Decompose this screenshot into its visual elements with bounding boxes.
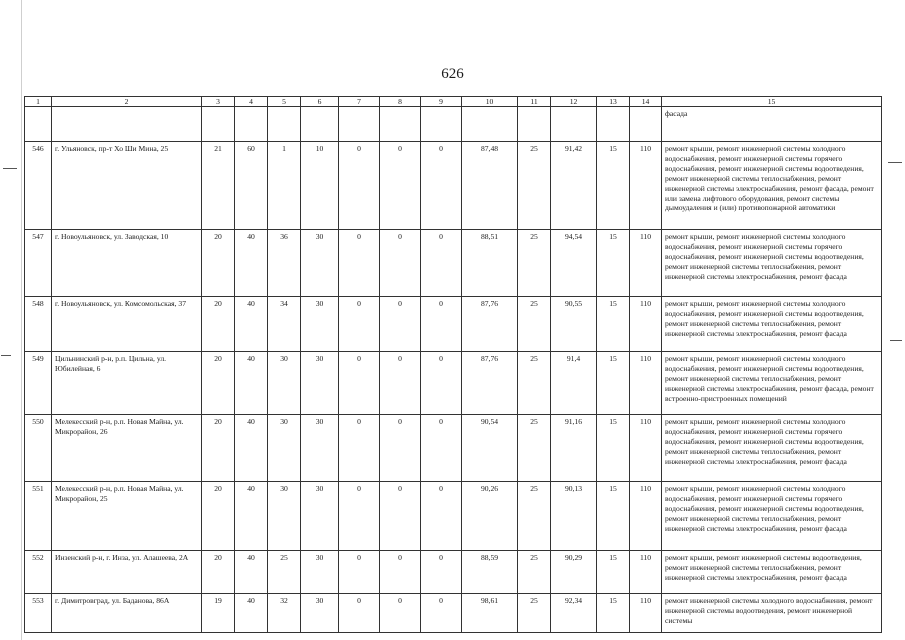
value-cell: 21 xyxy=(202,142,235,230)
value-cell: 0 xyxy=(339,230,380,297)
value-cell: 0 xyxy=(339,352,380,415)
address-cell: Мелекесский р-н, р.п. Новая Майна, ул. Микрорайон, 25 xyxy=(52,482,202,551)
value-cell: 0 xyxy=(339,415,380,482)
table-row xyxy=(25,594,882,633)
value-cell: 30 xyxy=(301,594,339,633)
value-cell: 0 xyxy=(339,297,380,352)
value-cell: 25 xyxy=(518,297,551,352)
value-cell: 0 xyxy=(380,352,421,415)
value-cell: 91,42 xyxy=(551,142,597,230)
address-cell: г. Ульяновск, пр-т Хо Ши Мина, 25 xyxy=(52,142,202,230)
value-cell: 40 xyxy=(235,415,268,482)
scan-mark-left xyxy=(3,168,17,169)
works-cell: ремонт крыши, ремонт инженерной системы холодного водоснабжения, ремонт инженерной системы горячего водоснабжения, ремонт инженерной системы водоотведения, ремонт инженерной системы теплоснабжения, ремонт инженерной системы электроснабжения, ремонт фасада xyxy=(662,482,882,551)
value-cell: 91,4 xyxy=(551,352,597,415)
value-cell: 0 xyxy=(380,482,421,551)
value-cell: 1 xyxy=(268,142,301,230)
table-row xyxy=(25,551,882,594)
table-row xyxy=(25,230,882,297)
value-cell: 20 xyxy=(202,551,235,594)
value-cell: 0 xyxy=(380,230,421,297)
value-cell: 90,29 xyxy=(551,551,597,594)
value-cell: 30 xyxy=(268,415,301,482)
value-cell: 0 xyxy=(380,142,421,230)
column-number: 14 xyxy=(630,97,662,107)
row-number-cell: 551 xyxy=(25,482,52,551)
value-cell: 90,55 xyxy=(551,297,597,352)
value-cell: 36 xyxy=(268,230,301,297)
value-cell: 19 xyxy=(202,594,235,633)
value-cell: 0 xyxy=(421,297,462,352)
value-cell: 40 xyxy=(235,482,268,551)
value-cell: 15 xyxy=(597,594,630,633)
value-cell: 20 xyxy=(202,415,235,482)
value-cell: 110 xyxy=(630,297,662,352)
page-number: 626 xyxy=(441,66,464,82)
column-number: 8 xyxy=(380,97,421,107)
works-cell: фасада xyxy=(662,107,882,142)
address-cell: г. Новоульяновск, ул. Комсомольская, 37 xyxy=(52,297,202,352)
value-cell: 30 xyxy=(301,230,339,297)
value-cell: 0 xyxy=(421,352,462,415)
column-number: 4 xyxy=(235,97,268,107)
value-cell: 10 xyxy=(301,142,339,230)
value-cell: 0 xyxy=(339,551,380,594)
value-cell: 25 xyxy=(518,352,551,415)
value-cell: 87,76 xyxy=(462,297,518,352)
column-number: 5 xyxy=(268,97,301,107)
value-cell: 30 xyxy=(268,352,301,415)
address-cell: Мелекесский р-н, р.п. Новая Майна, ул. Микрорайон, 26 xyxy=(52,415,202,482)
value-cell: 110 xyxy=(630,352,662,415)
column-number: 12 xyxy=(551,97,597,107)
value-cell: 34 xyxy=(268,297,301,352)
scan-mark-right xyxy=(890,340,902,341)
value-cell: 0 xyxy=(339,142,380,230)
works-cell: ремонт крыши, ремонт инженерной системы холодного водоснабжения, ремонт инженерной системы водоотведения, ремонт инженерной системы теплоснабжения, ремонт инженерной системы электроснабжения, ремонт фасада, ремонт встроенно-пристроенных помещений xyxy=(662,352,882,415)
value-cell: 92,34 xyxy=(551,594,597,633)
value-cell: 15 xyxy=(597,297,630,352)
value-cell: 0 xyxy=(421,415,462,482)
value-cell: 32 xyxy=(268,594,301,633)
value-cell: 30 xyxy=(301,415,339,482)
value-cell: 0 xyxy=(380,594,421,633)
value-cell: 15 xyxy=(597,230,630,297)
value-cell: 0 xyxy=(421,142,462,230)
value-cell: 0 xyxy=(380,415,421,482)
value-cell: 25 xyxy=(518,551,551,594)
value-cell: 98,61 xyxy=(462,594,518,633)
row-number-cell: 547 xyxy=(25,230,52,297)
value-cell: 20 xyxy=(202,352,235,415)
column-number: 2 xyxy=(52,97,202,107)
column-number: 10 xyxy=(462,97,518,107)
value-cell: 25 xyxy=(518,142,551,230)
value-cell: 15 xyxy=(597,352,630,415)
address-cell: г. Новоульяновск, ул. Заводская, 10 xyxy=(52,230,202,297)
column-number: 6 xyxy=(301,97,339,107)
address-cell: Инзенский р-н, г. Инза, ул. Алашеева, 2А xyxy=(52,551,202,594)
row-number-cell: 552 xyxy=(25,551,52,594)
scan-mark-right xyxy=(888,162,902,163)
column-number: 9 xyxy=(421,97,462,107)
column-number: 7 xyxy=(339,97,380,107)
value-cell: 0 xyxy=(339,594,380,633)
works-cell: ремонт крыши, ремонт инженерной системы холодного водоснабжения, ремонт инженерной системы горячего водоснабжения, ремонт инженерной системы водоотведения, ремонт инженерной системы теплоснабжения, ремонт инженерной системы электроснабжения, ремонт фасада xyxy=(662,415,882,482)
table-row xyxy=(25,415,882,482)
row-number-cell: 549 xyxy=(25,352,52,415)
column-number: 11 xyxy=(518,97,551,107)
value-cell: 90,54 xyxy=(462,415,518,482)
value-cell: 40 xyxy=(235,297,268,352)
value-cell: 60 xyxy=(235,142,268,230)
table-row xyxy=(25,352,882,415)
value-cell: 20 xyxy=(202,482,235,551)
value-cell: 87,48 xyxy=(462,142,518,230)
value-cell: 110 xyxy=(630,142,662,230)
value-cell: 88,59 xyxy=(462,551,518,594)
value-cell: 90,13 xyxy=(551,482,597,551)
value-cell: 0 xyxy=(421,230,462,297)
value-cell: 0 xyxy=(380,551,421,594)
column-number: 15 xyxy=(662,97,882,107)
value-cell: 0 xyxy=(421,482,462,551)
row-number-cell: 550 xyxy=(25,415,52,482)
column-number: 13 xyxy=(597,97,630,107)
works-cell: ремонт крыши, ремонт инженерной системы водоотведения, ремонт инженерной системы теплоснабжения, ремонт инженерной системы электроснабжения, ремонт фасада xyxy=(662,551,882,594)
table-row xyxy=(25,297,882,352)
value-cell: 94,54 xyxy=(551,230,597,297)
column-number-row xyxy=(25,97,882,107)
value-cell: 0 xyxy=(380,297,421,352)
value-cell: 30 xyxy=(301,482,339,551)
value-cell: 15 xyxy=(597,142,630,230)
value-cell: 90,26 xyxy=(462,482,518,551)
value-cell: 110 xyxy=(630,415,662,482)
value-cell: 20 xyxy=(202,230,235,297)
value-cell: 25 xyxy=(518,415,551,482)
value-cell: 15 xyxy=(597,551,630,594)
value-cell: 88,51 xyxy=(462,230,518,297)
scan-mark-left xyxy=(1,355,11,356)
value-cell: 110 xyxy=(630,230,662,297)
table-row xyxy=(25,142,882,230)
value-cell: 91,16 xyxy=(551,415,597,482)
value-cell: 25 xyxy=(518,482,551,551)
value-cell: 0 xyxy=(421,594,462,633)
value-cell: 25 xyxy=(518,230,551,297)
column-number: 3 xyxy=(202,97,235,107)
value-cell: 40 xyxy=(235,230,268,297)
value-cell: 30 xyxy=(301,551,339,594)
value-cell: 40 xyxy=(235,551,268,594)
repair-program-table xyxy=(24,96,882,633)
value-cell: 0 xyxy=(339,482,380,551)
value-cell: 15 xyxy=(597,415,630,482)
works-cell: ремонт крыши, ремонт инженерной системы холодного водоснабжения, ремонт инженерной системы горячего водоснабжения, ремонт инженерной системы водоотведения, ремонт инженерной системы теплоснабжения, ремонт инженерной системы электроснабжения, ремонт фасада, ремонт или замена лифтового оборудования, ремонт системы дымоудаления и (или) противопожарной автоматики xyxy=(662,142,882,230)
value-cell: 30 xyxy=(301,352,339,415)
column-number: 1 xyxy=(25,97,52,107)
row-number-cell: 553 xyxy=(25,594,52,633)
value-cell: 30 xyxy=(268,482,301,551)
value-cell: 20 xyxy=(202,297,235,352)
value-cell: 110 xyxy=(630,482,662,551)
works-cell: ремонт крыши, ремонт инженерной системы холодного водоснабжения, ремонт инженерной системы водоотведения, ремонт инженерной системы теплоснабжения, ремонт инженерной системы электроснабжения, ремонт фасада xyxy=(662,297,882,352)
address-cell: Цильнинский р-н, р.п. Цильна, ул. Юбилейная, 6 xyxy=(52,352,202,415)
address-cell: г. Димитровград, ул. Баданова, 86А xyxy=(52,594,202,633)
value-cell: 110 xyxy=(630,551,662,594)
value-cell: 110 xyxy=(630,594,662,633)
works-cell: ремонт инженерной системы холодного водоснабжения, ремонт инженерной системы водоотведения, ремонт инженерной системы xyxy=(662,594,882,633)
value-cell: 30 xyxy=(301,297,339,352)
value-cell: 0 xyxy=(421,551,462,594)
works-cell: ремонт крыши, ремонт инженерной системы холодного водоснабжения, ремонт инженерной системы горячего водоснабжения, ремонт инженерной системы водоотведения, ремонт инженерной системы теплоснабжения, ремонт инженерной системы электроснабжения, ремонт фасада xyxy=(662,230,882,297)
scan-mark-edge xyxy=(21,0,22,640)
table-row xyxy=(25,482,882,551)
continuation-row xyxy=(25,107,882,142)
value-cell: 15 xyxy=(597,482,630,551)
value-cell: 25 xyxy=(268,551,301,594)
value-cell: 40 xyxy=(235,594,268,633)
value-cell: 40 xyxy=(235,352,268,415)
value-cell: 25 xyxy=(518,594,551,633)
row-number-cell: 546 xyxy=(25,142,52,230)
value-cell: 87,76 xyxy=(462,352,518,415)
row-number-cell: 548 xyxy=(25,297,52,352)
